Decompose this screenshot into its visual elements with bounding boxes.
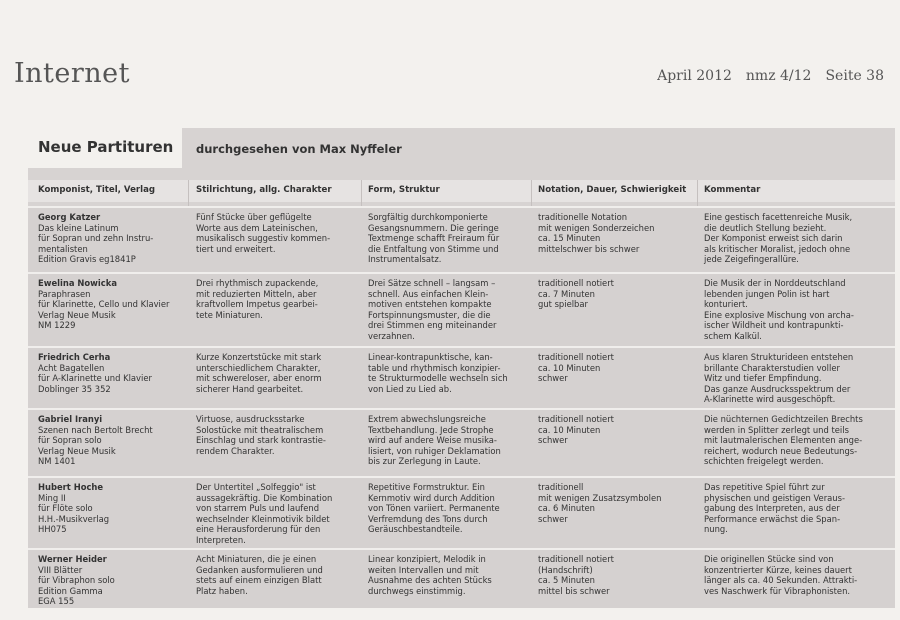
form-line: Ausnahme des achten Stücks [368, 575, 492, 586]
style-line: Solostücke mit theatralischem [196, 424, 324, 435]
cell-form [368, 482, 528, 535]
form-line: drei Stimmen eng miteinander [368, 320, 497, 331]
comment-line: Die Musik der in Norddeutschland [704, 278, 846, 288]
cell-style [196, 482, 361, 546]
composer-name: Ewelina Nowicka [38, 278, 117, 288]
work-line: für Vibraphon solo [38, 575, 115, 586]
style-line: unterschiedlichem Charakter, [196, 362, 321, 373]
notation-line: mit wenigen Sonderzeichen [538, 222, 655, 233]
section-header [28, 128, 895, 168]
cell-style [196, 352, 361, 394]
work-line: für Flöte solo [38, 503, 93, 514]
comment-line: mit lautmalerischen Elementen ange- [704, 435, 863, 446]
work-line: Das kleine Latinum [38, 222, 119, 233]
work-line: Ming II [38, 492, 66, 503]
table-row [28, 408, 895, 476]
form-line: Repetitive Formstruktur. Ein [368, 482, 485, 492]
cell-comment [704, 414, 889, 467]
work-line: für A-Klarinette und Klavier [38, 373, 152, 384]
style-line: Der Untertitel „Solfeggio" ist [196, 482, 316, 492]
composer-name: Friedrich Cerha [38, 352, 111, 362]
cell-notation [538, 482, 698, 524]
style-line: Platz haben. [196, 585, 248, 596]
cell-notation [538, 554, 698, 596]
form-line: Linear konzipiert, Melodik in [368, 554, 486, 564]
cell-form [368, 554, 528, 596]
work-line: für Klarinette, Cello und Klavier [38, 299, 170, 310]
notation-line: schwer [538, 513, 568, 524]
table-row [28, 548, 895, 608]
style-line: aussagekräftig. Die Kombination [196, 492, 333, 503]
cell-form [368, 352, 528, 394]
style-line: rendem Charakter. [196, 445, 275, 456]
style-line: tete Miniaturen. [196, 309, 263, 320]
notation-line: traditionell [538, 482, 584, 492]
work-line: Paraphrasen [38, 288, 91, 299]
cell-style [196, 414, 361, 456]
cell-style [196, 212, 361, 254]
work-line: Edition Gravis eg1841P [38, 254, 136, 265]
work-line: HH075 [38, 524, 67, 535]
style-line: Einschlag und stark kontrastie- [196, 435, 326, 446]
cell-notation [538, 212, 698, 254]
work-line: mentalisten [38, 243, 88, 254]
notation-line: ca. 15 Minuten [538, 233, 601, 244]
table-row [28, 476, 895, 548]
work-line: NM 1401 [38, 456, 76, 467]
issue-date: April 2012 [657, 68, 732, 84]
work-line: H.H.-Musikverlag [38, 513, 110, 524]
comment-line: Der Komponist erweist sich darin [704, 233, 843, 244]
notation-line: mittel bis schwer [538, 585, 610, 596]
form-line: weiten Intervallen und mit [368, 564, 479, 575]
style-line: tiert und erweitert. [196, 243, 276, 254]
comment-line: schem Kalkül. [704, 330, 762, 341]
style-line: sicherer Hand gearbeitet. [196, 383, 304, 394]
style-line: Virtuose, ausdrucksstarke [196, 414, 305, 424]
comment-line: länger als ca. 40 Sekunden. Attrakti- [704, 575, 858, 586]
notation-line: ca. 7 Minuten [538, 288, 595, 299]
comment-line: konzentrierter Kürze, keines dauert [704, 564, 852, 575]
form-line: bis zur Zerlegung in Laute. [368, 456, 481, 467]
notation-line: ca. 10 Minuten [538, 362, 601, 373]
comment-line: physischen und geistigen Veraus- [704, 492, 845, 503]
comment-line: ves Naschwerk für Vibraphonisten. [704, 585, 851, 596]
work-line: Szenen nach Bertolt Brecht [38, 424, 153, 435]
style-line: von starrem Puls und laufend [196, 503, 320, 514]
work-line: Acht Bagatellen [38, 362, 105, 373]
style-line: Drei rhythmisch zupackende, [196, 278, 319, 288]
comment-line: lebenden jungen Polin ist hart [704, 288, 830, 299]
notation-line: mittelschwer bis schwer [538, 243, 640, 254]
notation-line: traditionell notiert [538, 278, 614, 288]
style-line: Fünf Stücke über geflügelte [196, 212, 312, 222]
comment-line: schichten freigelegt werden. [704, 456, 824, 467]
comment-line: brillante Charakterstudien voller [704, 362, 840, 373]
cell-comment [704, 278, 889, 342]
work-line: für Sopran solo [38, 435, 102, 446]
form-line: die Entfaltung von Stimme und [368, 243, 499, 254]
form-line: wird auf andere Weise musika- [368, 435, 497, 446]
work-line: Edition Gamma [38, 585, 103, 596]
notation-line: traditionelle Notation [538, 212, 628, 222]
magazine-section-title: Internet [14, 58, 131, 89]
section-title: Neue Partituren [28, 128, 182, 168]
work-line: für Sopran und zehn Instru- [38, 233, 154, 244]
column-headers [28, 180, 895, 202]
notation-line: ca. 5 Minuten [538, 575, 595, 586]
column-header-composer: Komponist, Titel, Verlag [38, 185, 156, 195]
cell-composer [38, 212, 188, 265]
comment-line: Performance erwächst die Span- [704, 513, 841, 524]
form-line: Kernmotiv wird durch Addition [368, 492, 495, 503]
table-row [28, 206, 895, 272]
work-line: Doblinger 35 352 [38, 383, 111, 394]
style-line: kraftvollem Impetus gearbei- [196, 299, 318, 310]
issue-number: nmz 4/12 [745, 68, 812, 84]
work-line: NM 1229 [38, 320, 76, 331]
cell-form [368, 212, 528, 265]
form-line: durchwegs einstimmig. [368, 585, 466, 596]
work-line: Verlag Neue Musik [38, 309, 116, 320]
cell-notation [538, 352, 698, 384]
form-line: Fortspinnungsmuster, die die [368, 309, 491, 320]
style-line: musikalisch suggestiv kommen- [196, 233, 331, 244]
cell-notation [538, 278, 698, 310]
form-line: Extrem abwechslungsreiche [368, 414, 486, 424]
notation-line: mit wenigen Zusatzsymbolen [538, 492, 662, 503]
comment-line: Aus klaren Strukturideen entstehen [704, 352, 854, 362]
work-line: EGA 155 [38, 596, 75, 607]
comment-line: die deutlich Stellung bezieht. [704, 222, 827, 233]
comment-line: Die nüchternen Gedichtzeilen Brechts [704, 414, 863, 424]
comment-line: nung. [704, 524, 728, 535]
style-line: Acht Miniaturen, die je einen [196, 554, 317, 564]
form-line: te Strukturmodelle wechseln sich [368, 373, 508, 384]
column-header-style: Stilrichtung, allg. Charakter [196, 185, 332, 195]
style-line: eine Herausforderung für den [196, 524, 321, 535]
composer-name: Werner Heider [38, 554, 107, 564]
form-line: schnell. Aus einfachen Klein- [368, 288, 489, 299]
form-line: Instrumentalsatz. [368, 254, 442, 265]
notation-line: schwer [538, 373, 568, 384]
form-line: Textbehandlung. Jede Strophe [368, 424, 494, 435]
style-line: mit schwereloser, aber enorm [196, 373, 322, 384]
composer-name: Gabriel Iranyi [38, 414, 103, 424]
style-line: Interpreten. [196, 534, 246, 545]
notation-line: traditionell notiert [538, 352, 614, 362]
cell-form [368, 414, 528, 467]
cell-composer [38, 278, 188, 331]
form-line: von Lied zu Lied ab. [368, 383, 452, 394]
comment-line: Eine gestisch facettenreiche Musik, [704, 212, 853, 222]
comment-line: Das repetitive Spiel führt zur [704, 482, 825, 492]
cell-comment [704, 554, 889, 596]
cell-comment [704, 482, 889, 535]
column-header-comment: Kommentar [704, 185, 761, 195]
form-line: Sorgfältig durchkomponierte [368, 212, 488, 222]
style-line: Gedanken ausformulieren und [196, 564, 323, 575]
notation-line: (Handschrift) [538, 564, 593, 575]
notation-line: ca. 10 Minuten [538, 424, 601, 435]
masthead [14, 58, 884, 94]
form-line: Drei Sätze schnell – langsam – [368, 278, 496, 288]
table-row [28, 346, 895, 408]
style-line: stets auf einem einzigen Blatt [196, 575, 322, 586]
style-line: wechselnder Kleinmotivik bildet [196, 513, 330, 524]
form-line: Linear-kontrapunktische, kan- [368, 352, 493, 362]
composer-name: Hubert Hoche [38, 482, 104, 492]
cell-composer [38, 352, 188, 394]
composer-name: Georg Katzer [38, 212, 101, 222]
form-line: von Tönen variiert. Permanente [368, 503, 500, 514]
style-line: Worte aus dem Lateinischen, [196, 222, 318, 233]
notation-line: schwer [538, 435, 568, 446]
column-header-notation: Notation, Dauer, Schwierigkeit [538, 185, 687, 195]
table-row [28, 272, 895, 346]
comment-line: werden in Splitter zerlegt und teils [704, 424, 849, 435]
notation-line: traditionell notiert [538, 414, 614, 424]
comment-line: reichert, wodurch neue Bedeutungs- [704, 445, 858, 456]
notation-line: ca. 6 Minuten [538, 503, 595, 514]
comment-line: Das ganze Ausdrucksspektrum der [704, 383, 851, 394]
style-line: mit reduzierten Mitteln, aber [196, 288, 317, 299]
score-review-table [28, 128, 895, 608]
comment-line: Witz und tiefer Empfindung. [704, 373, 822, 384]
page-number: Seite 38 [825, 68, 884, 84]
section-subtitle: durchgesehen von Max Nyffeler [196, 142, 402, 156]
comment-line: Eine explosive Mischung von archa- [704, 309, 854, 320]
cell-composer [38, 482, 188, 535]
form-line: Verfremdung des Tons durch [368, 513, 488, 524]
cell-comment [704, 352, 889, 405]
cell-form [368, 278, 528, 342]
column-header-form: Form, Struktur [368, 185, 440, 195]
work-line: VIII Blätter [38, 564, 83, 575]
style-line: Kurze Konzertstücke mit stark [196, 352, 322, 362]
cell-composer [38, 554, 188, 607]
form-line: table und rhythmisch konzipier- [368, 362, 501, 373]
cell-style [196, 278, 361, 320]
comment-line: gabung des Interpreten, aus der [704, 503, 840, 514]
form-line: Gesangsnummern. Die geringe [368, 222, 499, 233]
comment-line: A-Klarinette wird ausgeschöpft. [704, 394, 836, 405]
cell-comment [704, 212, 889, 265]
form-line: Textmenge schafft Freiraum für [368, 233, 500, 244]
work-line: Verlag Neue Musik [38, 445, 116, 456]
comment-line: ischer Wildheit und kontrapunkti- [704, 320, 844, 331]
cell-style [196, 554, 361, 596]
comment-line: jede Zeigefingerallüre. [704, 254, 799, 265]
cell-composer [38, 414, 188, 467]
comment-line: als kritischer Moralist, jedoch ohne [704, 243, 851, 254]
notation-line: gut spielbar [538, 299, 588, 310]
form-line: Geräuschbestandteile. [368, 524, 463, 535]
notation-line: traditionell notiert [538, 554, 614, 564]
form-line: lisiert, von ruhiger Deklamation [368, 445, 501, 456]
form-line: verzahnen. [368, 330, 415, 341]
issue-info [657, 68, 884, 84]
cell-notation [538, 414, 698, 446]
comment-line: konturiert. [704, 299, 748, 310]
comment-line: Die originellen Stücke sind von [704, 554, 834, 564]
form-line: motiven entstehen kompakte [368, 299, 492, 310]
